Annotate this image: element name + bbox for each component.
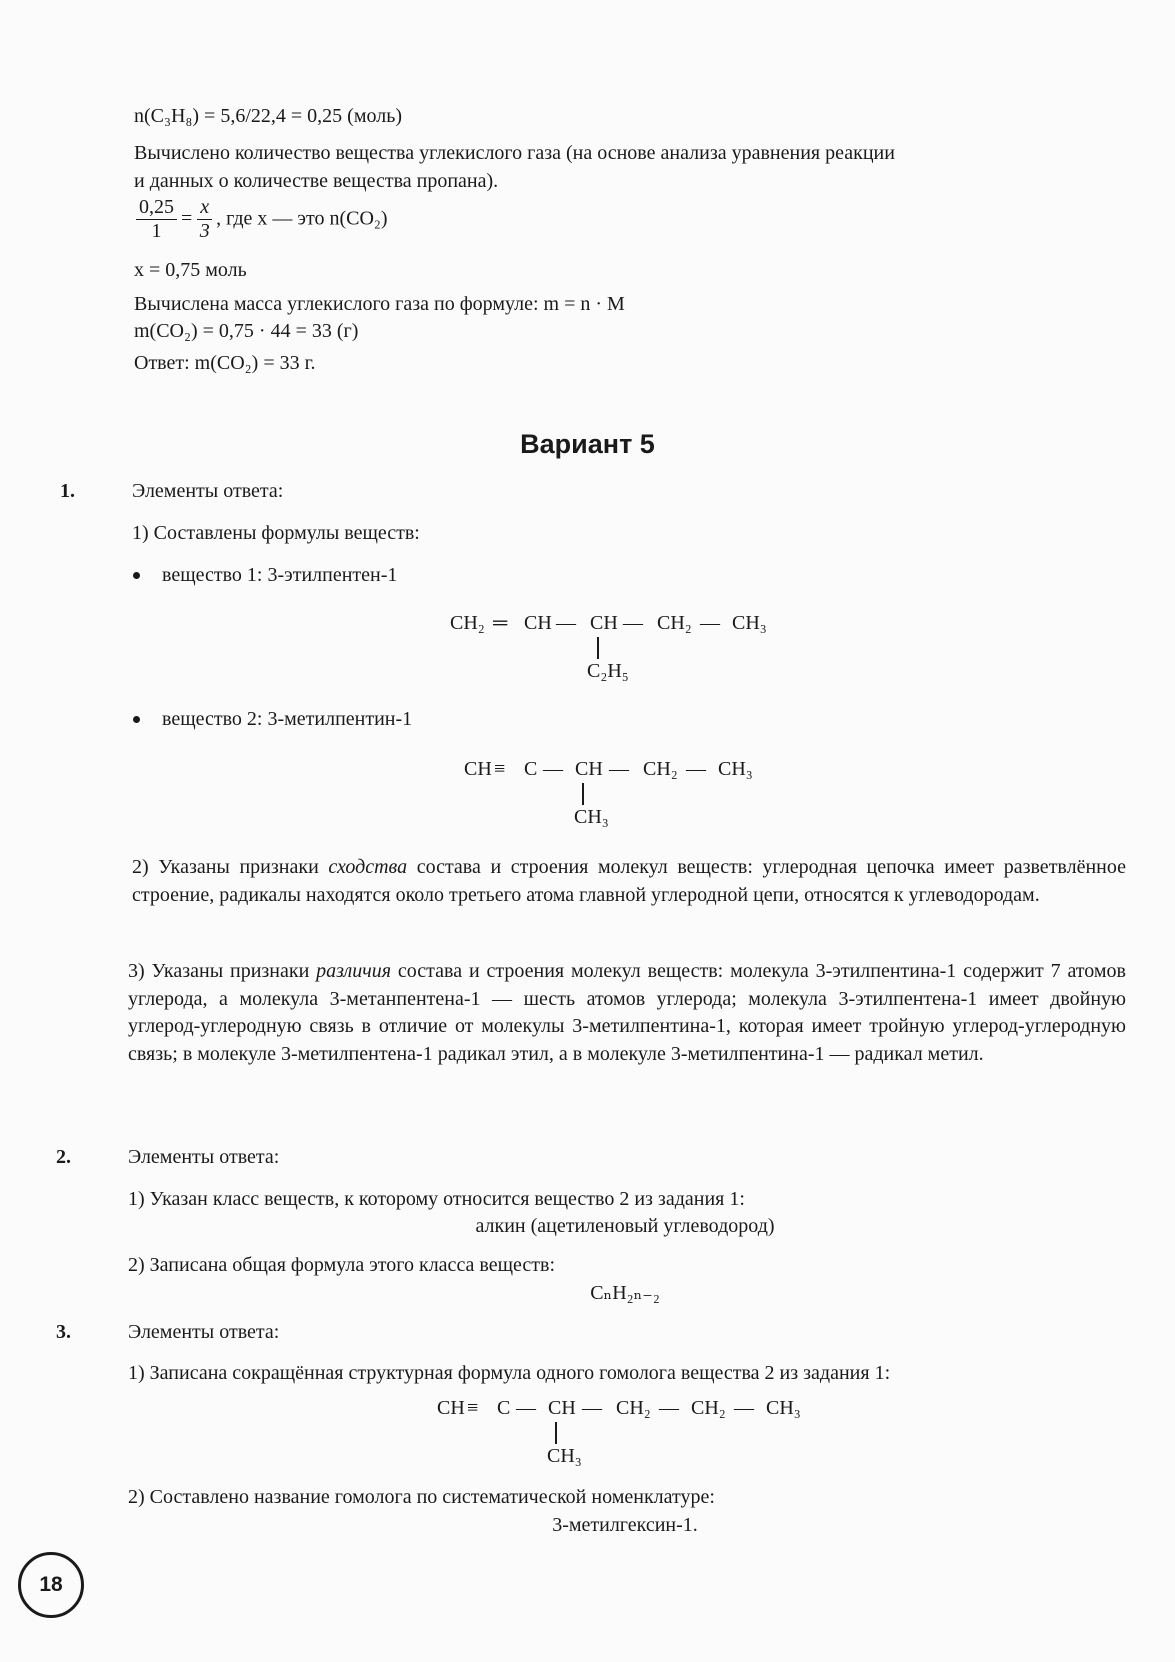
page-number: 18 [18, 1552, 84, 1618]
task2-header: Элементы ответа: [128, 1146, 280, 1168]
task2-step1-answer: алкин (ацетиленовый углеводород) [475, 1215, 775, 1237]
x-value: x = 0,75 моль [134, 259, 247, 281]
branch-bond [555, 1422, 557, 1444]
task1-header: Элементы ответа: [132, 480, 284, 502]
bullet-icon [133, 716, 140, 723]
mass-formula: Вычислена масса углекислого газа по формуле: m = n · M [134, 293, 625, 315]
branch-bond [582, 783, 584, 805]
task1-step2: 2) Указаны признаки сходства состава и строения молекул веществ: углеродная цепочка имеет разветвлённое строение, радикалы находятся около третьего атома главной углеродной цепи, относятся к углеводородам. [132, 856, 1126, 906]
branch-bond [597, 637, 599, 659]
where-text: , где x — это n(CO₂) [216, 207, 388, 230]
task3-step1: 1) Записана сокращённая структурная формула одного гомолога вещества 2 из задания 1: [128, 1362, 891, 1384]
mass-calc: m(CO₂) = 0,75 · 44 = 33 (г) [134, 320, 359, 342]
bullet-icon [133, 572, 140, 579]
substance1-label: вещество 1: 3-этилпентен-1 [162, 564, 398, 586]
fraction-right: $\frac{x}{3}$ [197, 196, 212, 243]
task1-number: 1. [60, 480, 75, 502]
task2-step1: 1) Указан класс веществ, к которому относится вещество 2 из задания 1: [128, 1188, 745, 1210]
general-formula: CₙH₂ₙ₋₂ [590, 1282, 660, 1304]
variant-title: Вариант 5 [520, 429, 655, 459]
task3-header: Элементы ответа: [128, 1321, 280, 1343]
proportion-equation: $\frac{0,25}{1}$ = $\frac{x}{3}$ , где x — это n(CO₂) [136, 196, 388, 243]
propane-amount-calc: n(C₃H₈) = 5,6/22,4 = 0,25 (моль) [134, 105, 402, 127]
task2-number: 2. [56, 1146, 71, 1168]
task2-step2: 2) Записана общая формула этого класса веществ: [128, 1254, 556, 1276]
co2-amount-text-line1: Вычислено количество вещества углекислого газа (на основе анализа уравнения реакции [134, 142, 895, 164]
task3-step2: 2) Составлено название гомолога по систематической номенклатуре: [128, 1486, 715, 1508]
task1-step1: 1) Составлены формулы веществ: [132, 522, 420, 544]
co2-amount-text-line2: и данных о количестве вещества пропана). [134, 170, 499, 192]
answer: Ответ: m(CO₂) = 33 г. [134, 352, 316, 374]
substance2-label: вещество 2: 3-метилпентин-1 [162, 708, 413, 730]
task3-number: 3. [56, 1321, 71, 1343]
task1-step3: 3) Указаны признаки различия состава и строения молекул веществ: молекула 3-этилпентина-1 содержит 7 атомов углерода, а молекула 3-метанпентена-1 — шесть атомов углерода; молекула 3-этилпентена-1 имеет двойную углерод-углеродную связь в отличие от молекулы 3-метилпентина-1, которая имеет тройную углерод-углеродную связь; в молекуле 3-метилпентена-1 радикал этил, а в молекуле 3-метилпентина-1 — радикал метил. [128, 960, 1126, 1065]
task3-step2-answer: 3-метилгексин-1. [552, 1514, 698, 1536]
fraction-left: $\frac{0,25}{1}$ [136, 196, 177, 243]
